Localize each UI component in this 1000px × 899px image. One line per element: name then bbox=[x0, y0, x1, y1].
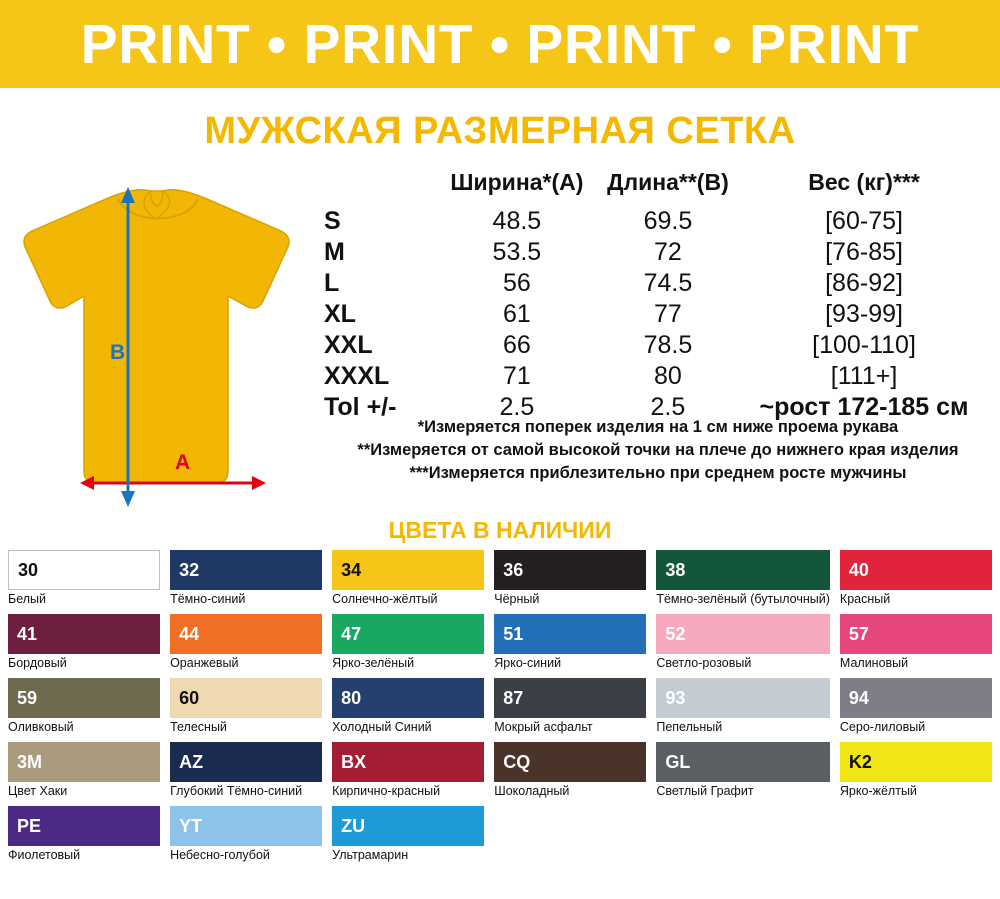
shirt-diagram bbox=[10, 163, 310, 513]
swatch-chip[interactable]: 36 bbox=[494, 550, 646, 590]
swatch-chip[interactable]: 59 bbox=[8, 678, 160, 718]
swatch-93[interactable] bbox=[656, 678, 830, 734]
swatch-label: Ярко-синий bbox=[494, 656, 562, 670]
swatch-38[interactable] bbox=[656, 550, 830, 606]
height-note: ~рост 172-185 см bbox=[759, 393, 969, 421]
color-swatch-grid bbox=[0, 550, 1000, 862]
note-width: *Измеряется поперек изделия на 1 см ниже проема рукава bbox=[417, 418, 899, 436]
swatch-40[interactable] bbox=[840, 550, 992, 606]
cell-size: Tol +/- bbox=[324, 393, 397, 421]
main-content bbox=[0, 153, 1000, 523]
colors-section-title: ЦВЕТА В НАЛИЧИИ bbox=[388, 517, 612, 543]
swatch-59[interactable] bbox=[8, 678, 160, 734]
cell-weight: [76-85] bbox=[825, 238, 903, 266]
cell-weight: [93-99] bbox=[825, 300, 903, 328]
swatch-label: Малиновый bbox=[839, 656, 909, 670]
swatch-chip[interactable]: 44 bbox=[170, 614, 322, 654]
swatch-label: Оливковый bbox=[8, 720, 74, 734]
length-dimension-label: B bbox=[110, 341, 126, 364]
swatch-label: Светлый Графит bbox=[656, 784, 754, 798]
swatch-60[interactable] bbox=[170, 678, 322, 734]
print-banner bbox=[0, 0, 1000, 88]
note-weight: ***Измеряется приблезительно при среднем росте мужчины bbox=[409, 464, 907, 482]
swatch-GL[interactable] bbox=[656, 742, 830, 798]
swatch-chip[interactable]: 51 bbox=[494, 614, 646, 654]
swatch-K2[interactable] bbox=[840, 742, 992, 798]
swatch-label: Холодный Синий bbox=[332, 720, 432, 734]
swatch-label: Мокрый асфальт bbox=[494, 720, 593, 734]
swatch-chip[interactable]: 38 bbox=[656, 550, 830, 590]
swatch-chip[interactable]: GL bbox=[656, 742, 830, 782]
size-table bbox=[318, 165, 988, 423]
swatch-52[interactable] bbox=[656, 614, 830, 670]
cell-size: XL bbox=[324, 300, 356, 328]
swatch-label: Глубокий Тёмно-синий bbox=[170, 784, 303, 798]
swatch-label: Оранжевый bbox=[170, 656, 239, 670]
swatch-47[interactable] bbox=[332, 614, 484, 670]
table-header-row bbox=[318, 165, 988, 206]
cell-length: 69.5 bbox=[643, 207, 693, 235]
cell-weight: [100-110] bbox=[812, 331, 916, 359]
measurement-notes bbox=[318, 418, 998, 487]
banner-text: PRINT • PRINT • PRINT • PRINT bbox=[80, 13, 920, 75]
swatch-label: Серо-лиловый bbox=[839, 720, 926, 734]
swatch-label: Бордовый bbox=[8, 656, 67, 670]
swatch-41[interactable] bbox=[8, 614, 160, 670]
cell-size: L bbox=[324, 269, 340, 297]
swatch-label: Красный bbox=[839, 592, 891, 606]
swatch-chip[interactable]: 87 bbox=[494, 678, 646, 718]
header-width: Ширина*(A) bbox=[450, 169, 584, 195]
swatch-34[interactable] bbox=[332, 550, 484, 606]
header-length: Длина**(B) bbox=[607, 169, 729, 195]
swatch-chip[interactable]: 80 bbox=[332, 678, 484, 718]
table-row bbox=[318, 361, 988, 392]
cell-width: 53.5 bbox=[492, 238, 542, 266]
swatch-30[interactable] bbox=[8, 550, 160, 606]
header-size bbox=[318, 165, 438, 206]
cell-width: 61 bbox=[502, 300, 531, 328]
swatch-chip[interactable]: 40 bbox=[840, 550, 992, 590]
swatch-3M[interactable] bbox=[8, 742, 160, 798]
swatch-32[interactable] bbox=[170, 550, 322, 606]
swatch-chip[interactable]: 41 bbox=[8, 614, 160, 654]
swatch-label: Тёмно-синий bbox=[170, 592, 246, 606]
swatch-CQ[interactable] bbox=[494, 742, 646, 798]
cell-width: 48.5 bbox=[492, 207, 542, 235]
cell-weight: [111+] bbox=[830, 362, 898, 390]
swatch-chip[interactable]: 30 bbox=[8, 550, 160, 590]
cell-width: 66 bbox=[502, 331, 531, 359]
cell-size: M bbox=[324, 238, 345, 266]
swatch-ZU[interactable] bbox=[332, 806, 484, 862]
swatch-label: Ярко-зелёный bbox=[332, 656, 415, 670]
swatch-label: Телесный bbox=[170, 720, 227, 734]
swatch-chip[interactable]: 93 bbox=[656, 678, 830, 718]
swatch-label: Солнечно-жёлтый bbox=[332, 592, 438, 606]
swatch-chip[interactable]: BX bbox=[332, 742, 484, 782]
swatch-36[interactable] bbox=[494, 550, 646, 606]
swatch-AZ[interactable] bbox=[170, 742, 322, 798]
swatch-44[interactable] bbox=[170, 614, 322, 670]
grid-filler bbox=[840, 806, 992, 862]
swatch-label: Ярко-жёлтый bbox=[839, 784, 917, 798]
swatch-chip[interactable]: 57 bbox=[840, 614, 992, 654]
swatch-57[interactable] bbox=[840, 614, 992, 670]
table-row bbox=[318, 206, 988, 237]
swatch-chip[interactable]: 34 bbox=[332, 550, 484, 590]
swatch-label: Ультрамарин bbox=[332, 848, 409, 862]
swatch-chip[interactable]: YT bbox=[170, 806, 322, 846]
cell-width: 56 bbox=[502, 269, 531, 297]
width-dimension-label: A bbox=[175, 451, 191, 474]
swatch-label: Небесно-голубой bbox=[170, 848, 270, 862]
swatch-YT[interactable] bbox=[170, 806, 322, 862]
swatch-chip[interactable]: 32 bbox=[170, 550, 322, 590]
cell-size: XXXL bbox=[324, 362, 390, 390]
header-weight: Вес (кг)*** bbox=[808, 169, 920, 195]
swatch-chip[interactable]: 52 bbox=[656, 614, 830, 654]
swatch-chip[interactable]: 60 bbox=[170, 678, 322, 718]
swatch-label: Чёрный bbox=[494, 592, 540, 606]
swatch-80[interactable] bbox=[332, 678, 484, 734]
cell-length: 80 bbox=[654, 362, 682, 390]
cell-width: 71 bbox=[502, 362, 531, 390]
cell-length: 74.5 bbox=[643, 269, 693, 297]
swatch-chip[interactable]: 94 bbox=[840, 678, 992, 718]
swatch-51[interactable] bbox=[494, 614, 646, 670]
swatch-label: Цвет Хаки bbox=[8, 784, 68, 798]
swatch-chip[interactable]: ZU bbox=[332, 806, 484, 846]
swatch-chip[interactable]: K2 bbox=[840, 742, 992, 782]
grid-filler bbox=[494, 806, 646, 862]
swatch-label: Фиолетовый bbox=[8, 848, 81, 862]
table-row bbox=[318, 237, 988, 268]
swatch-chip[interactable]: CQ bbox=[494, 742, 646, 782]
swatch-label: Кирпично-красный bbox=[332, 784, 441, 798]
tshirt-icon bbox=[10, 163, 310, 513]
cell-size: XXL bbox=[324, 331, 373, 359]
page-title-wrap bbox=[0, 110, 1000, 153]
swatch-chip[interactable]: 3M bbox=[8, 742, 160, 782]
cell-length: 72 bbox=[654, 238, 682, 266]
table-row bbox=[318, 268, 988, 299]
cell-length: 78.5 bbox=[643, 331, 693, 359]
note-length: **Измеряется от самой высокой точки на плече до нижнего края изделия bbox=[357, 441, 959, 459]
grid-filler bbox=[656, 806, 830, 862]
cell-length: 2.5 bbox=[650, 393, 686, 421]
cell-length: 77 bbox=[654, 300, 682, 328]
swatch-label: Тёмно-зелёный (бутылочный) bbox=[656, 592, 830, 606]
cell-weight: [86-92] bbox=[825, 269, 903, 297]
swatch-label: Светло-розовый bbox=[656, 656, 752, 670]
swatch-94[interactable] bbox=[840, 678, 992, 734]
swatch-87[interactable] bbox=[494, 678, 646, 734]
swatch-chip[interactable]: 47 bbox=[332, 614, 484, 654]
cell-weight: [60-75] bbox=[825, 207, 903, 235]
swatch-label: Пепельный bbox=[656, 720, 723, 734]
swatch-BX[interactable] bbox=[332, 742, 484, 798]
page-title: МУЖСКАЯ РАЗМЕРНАЯ СЕТКА bbox=[204, 110, 796, 152]
cell-size: S bbox=[324, 207, 341, 235]
swatch-label: Шоколадный bbox=[494, 784, 570, 798]
swatch-chip[interactable]: PE bbox=[8, 806, 160, 846]
table-row bbox=[318, 299, 988, 330]
cell-width: 2.5 bbox=[499, 393, 535, 421]
swatch-chip[interactable]: AZ bbox=[170, 742, 322, 782]
swatch-label: Белый bbox=[8, 592, 47, 606]
swatch-PE[interactable] bbox=[8, 806, 160, 862]
table-row bbox=[318, 330, 988, 361]
